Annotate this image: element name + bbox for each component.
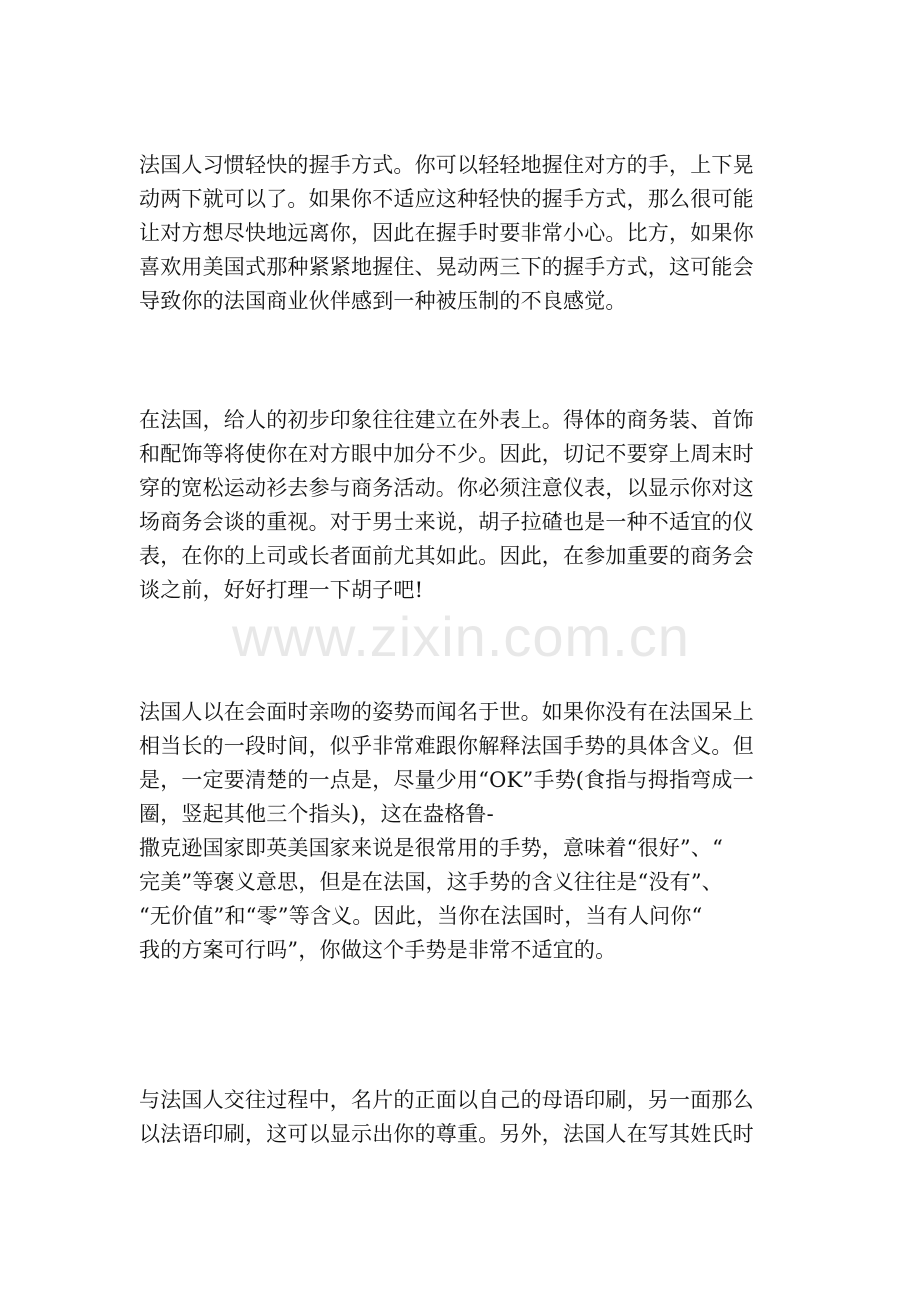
text-line: 表，在你的上司或长者面前尤其如此。因此，在参加重要的商务会 [139,544,754,568]
text-line: 导致你的法国商业伙伴感到一种被压制的不良感觉。 [139,289,627,313]
text-line: 场商务会谈的重视。对于男士来说，胡子拉碴也是一种不适宜的仪 [139,510,754,534]
text-line: 圈，竖起其他三个指头)，这在盎格鲁- [139,802,494,826]
text-line: 谈之前，好好打理一下胡子吧! [139,578,424,602]
text-line: 让对方想尽快地远离你，因此在握手时要非常小心。比方，如果你 [139,221,754,245]
paragraph-gestures [139,695,779,967]
text-line: 我的方案可行吗”，你做这个手势是非常不适宜的。 [139,938,617,962]
text-line: 以法语印刷，这可以显示出你的尊重。另外，法国人在写其姓氏时 [139,1122,754,1146]
text-line: 与法国人交往过程中，名片的正面以自己的母语印刷，另一面那么 [139,1088,754,1112]
text-line: 法国人以在会面时亲吻的姿势而闻名于世。如果你没有在法国呆上 [139,700,754,724]
paragraph-handshake [139,148,779,318]
paragraph-appearance [139,403,779,607]
text-line: 是，一定要清楚的一点是，尽量少用“OK”手势(食指与拇指弯成一 [139,768,754,792]
text-line: 喜欢用美国式那种紧紧地握住、晃动两三下的握手方式，这可能会 [139,255,754,279]
text-line: 和配饰等将使你在对方眼中加分不少。因此，切记不要穿上周末时 [139,442,754,466]
text-line: 法国人习惯轻快的握手方式。你可以轻轻地握住对方的手，上下晃 [139,153,754,177]
text-line: “无价值”和“零”等含义。因此，当你在法国时，当有人问你“ [139,904,703,928]
paragraph-business-cards [139,1083,779,1151]
text-line: 穿的宽松运动衫去参与商务活动。你必须注意仪表，以显示你对这 [139,476,754,500]
text-line: 在法国，给人的初步印象往往建立在外表上。得体的商务装、首饰 [139,408,754,432]
text-line: 完美”等褒义意思，但是在法国，这手势的含义往往是“没有”、 [139,870,724,894]
watermark: www.zixin.com.cn [232,605,690,668]
text-line: 动两下就可以了。如果你不适应这种轻快的握手方式，那么很可能 [139,187,754,211]
text-line: 相当长的一段时间，似乎非常难跟你解释法国手势的具体含义。但 [139,734,754,758]
text-line: 撒克逊国家即英美国家来说是很常用的手势，意味着“很好”、“ [139,836,724,860]
